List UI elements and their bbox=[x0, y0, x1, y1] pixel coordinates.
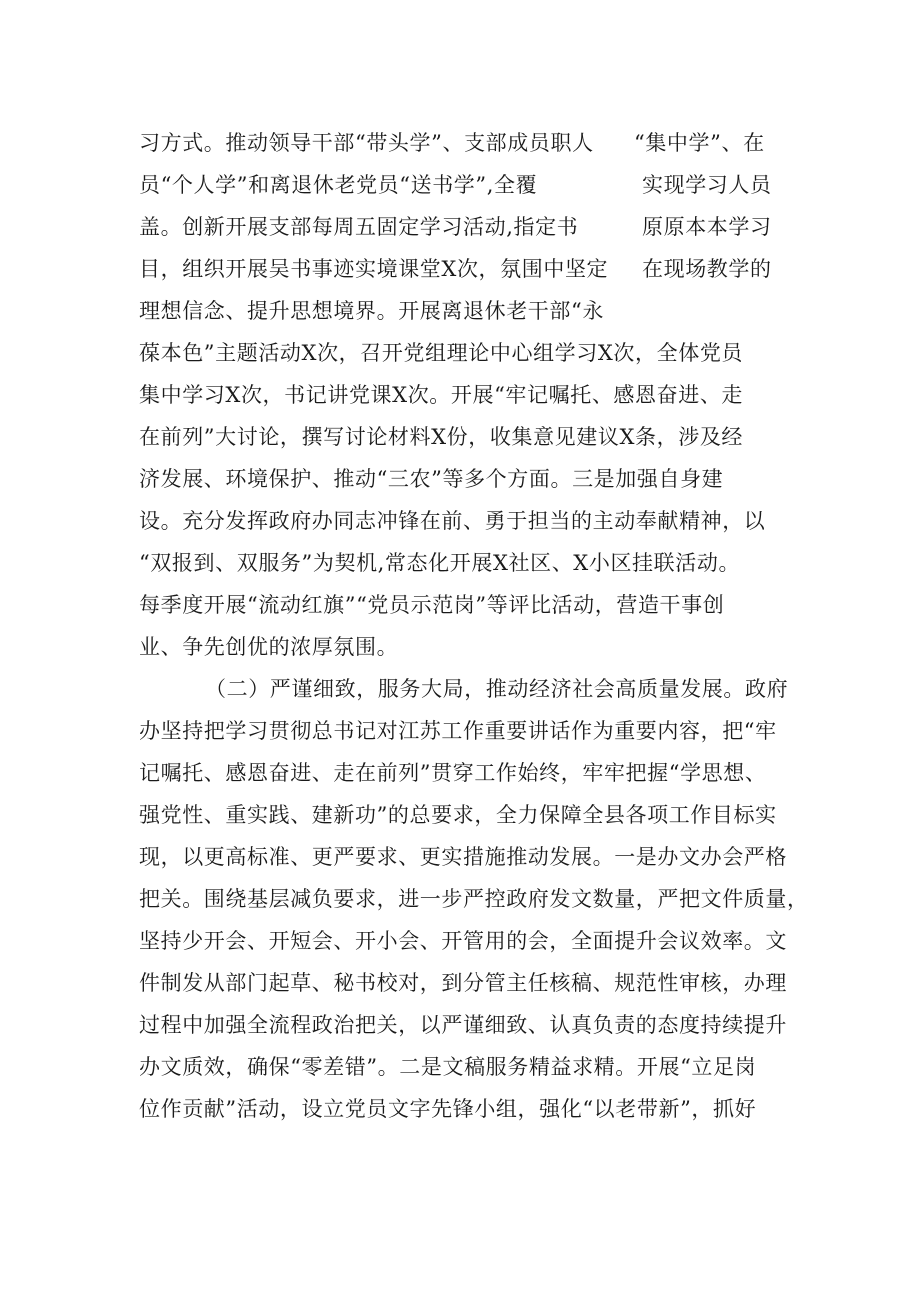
text-line: 员“个人学”和离退休老党员“送书学”,全覆 bbox=[139, 173, 538, 197]
text-line: 在前列”大讨论，撰写讨论材料X份，收集意见建议X条，涉及经 bbox=[139, 425, 744, 449]
text-line: 现，以更高标准、更严要求、更实措施推动发展。一是办文办会严格 bbox=[139, 845, 787, 869]
text-line: 位作贡献”活动，设立党员文字先锋小组，强化“以老带新”，抓好 bbox=[139, 1097, 757, 1121]
text-line: 办文质效，确保“零差错”。二是文稿服务精益求精。开展“立足岗 bbox=[139, 1055, 757, 1079]
text-line: 集中学习X次，书记讲党课X次。开展“牢记嘱托、感恩奋进、走 bbox=[139, 383, 744, 407]
text-line: 原原本本学习 bbox=[642, 215, 772, 239]
text-line: 设。充分发挥政府办同志冲锋在前、勇于担当的主动奉献精神，以 bbox=[139, 509, 766, 533]
text-line: 过程中加强全流程政治把关，以严谨细致、认真负责的态度持续提升 bbox=[139, 1013, 787, 1037]
text-line: 实现学习人员 bbox=[642, 173, 772, 197]
text-line: 葆本色”主题活动X次，召开党组理论中心组学习X次，全体党员 bbox=[139, 341, 744, 365]
text-line: “集中学”、在 bbox=[634, 131, 765, 155]
text-line: 把关。围绕基层减负要求，进一步严控政府发文数量，严把文件质量， bbox=[139, 887, 809, 911]
text-line: 件制发从部门起草、秘书校对，到分管主任核稿、规范性审核，办理 bbox=[139, 971, 787, 995]
text-line: 盖。创新开展支部每周五固定学习活动,指定书 bbox=[139, 215, 579, 239]
section-heading-line: （二）严谨细致，服务大局，推动经济社会高质量发展。政府 bbox=[205, 677, 789, 701]
text-line: 习方式。推动领导干部“带头学”、支部成员职人 bbox=[139, 131, 594, 155]
text-line: 在现场教学的 bbox=[642, 257, 772, 281]
text-line: 目，组织开展吴书事迹实境课堂X次，氛围中坚定 bbox=[139, 257, 609, 281]
text-line: “双报到、双服务”为契机,常态化开展X社区、X小区挂联活动。 bbox=[139, 551, 741, 575]
text-line: 强党性、重实践、建新功”的总要求，全力保障全县各项工作目标实 bbox=[139, 803, 777, 827]
text-line: 办坚持把学习贯彻总书记对江苏工作重要讲话作为重要内容，把“牢 bbox=[139, 719, 777, 743]
text-line: 记嘱托、感恩奋进、走在前列”贯穿工作始终，牢牢把握“学思想、 bbox=[139, 761, 767, 785]
text-line: 坚持少开会、开短会、开小会、开管用的会，全面提升会议效率。文 bbox=[139, 929, 787, 953]
text-line: 济发展、环境保护、推动“三农”等多个方面。三是加强自身建 bbox=[139, 467, 724, 491]
text-line: 每季度开展“流动红旗”“党员示范岗”等评比活动，营造干事创 bbox=[139, 593, 725, 617]
text-line: 业、争先创优的浓厚氛围。 bbox=[139, 635, 399, 659]
text-line: 理想信念、提升思想境界。开展离退休老干部“永 bbox=[139, 299, 604, 323]
